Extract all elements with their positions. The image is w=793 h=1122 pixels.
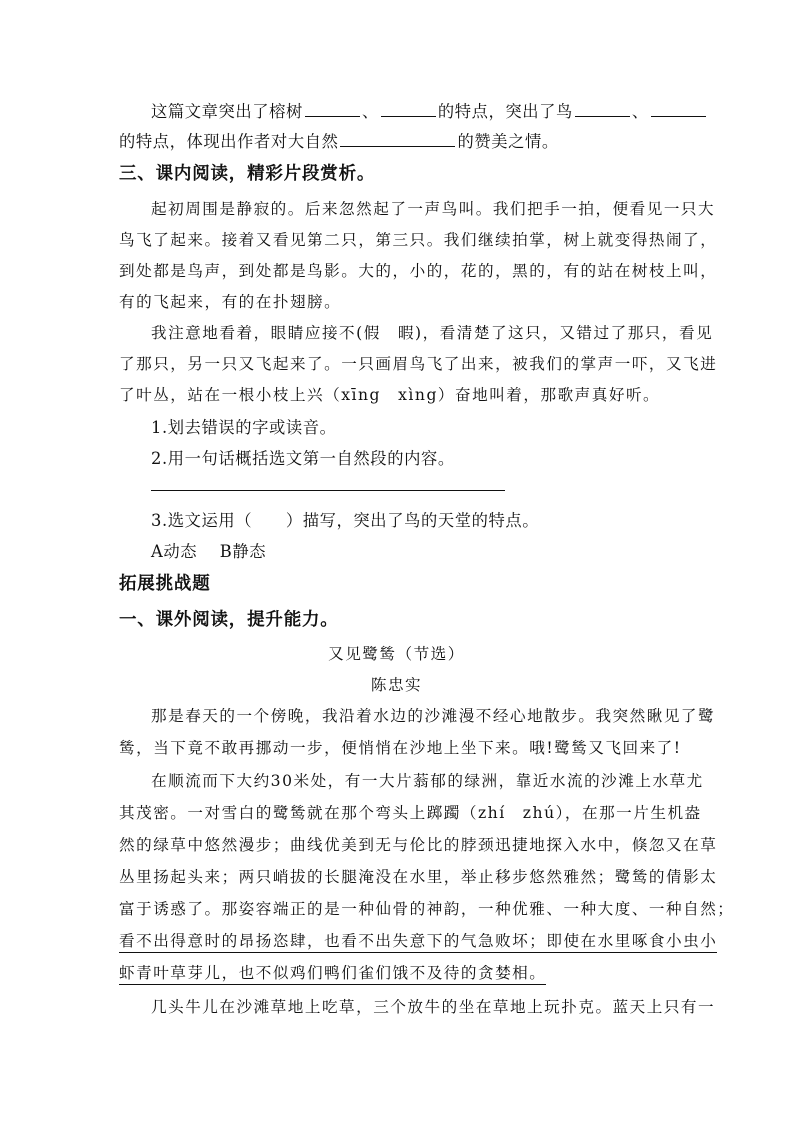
intro-line-1 [151,98,708,122]
passage-line: 有的飞起来，有的在扑翅膀。 [119,293,342,311]
question-3: 3.选文运用（ ）描写，突出了鸟的天堂的特点。 [151,511,540,530]
passage-line: 起初周围是静寂的。后来忽然起了一声鸟叫。我们把手一拍，便看见一只大 [151,200,716,218]
article-author: 陈忠实 [370,676,423,694]
article-line: 那是春天的一个傍晚，我沿着水边的沙滩漫不经心地散步。我突然瞅见了鹭 [151,707,716,725]
article-line: 在顺流而下大约30米处，有一大片蓊郁的绿洲，靠近水流的沙滩上水草尤 [151,772,704,790]
passage-line: 了那只，另一只又飞起来了。一只画眉鸟飞了出来，被我们的掌声一吓，又飞进 [119,355,718,373]
answer-options: A动态 B静态 [151,542,267,561]
separator: 、 [631,102,649,121]
article-line: 然的绿草中悠然漫步；曲线优美到无与伦比的脖颈迅捷地探入水中，倏忽又在草 [119,836,718,854]
question-2: 2.用一句话概括选文第一自然段的内容。 [151,449,455,468]
intro-text: 的特点，体现出作者对大自然 [119,132,339,151]
answer-blank[interactable] [305,100,360,117]
article-line-underlined [119,929,717,951]
article-line: 几头牛儿在沙滩草地上吃草，三个放牛的坐在草地上玩扑克。蓝天上只有一 [151,998,716,1016]
underlined-text: 看不出得意时的昂扬恣肆，也看不出失意下的气急败坏；即使在水里啄食小虫小 [119,932,717,953]
section-heading: 一、课外阅读，提升能力。 [119,610,339,630]
article-line: 丛里扬起头来；两只峭拔的长腿淹没在水里，举止移步悠然雅然；鹭鸶的倩影太 [119,868,718,886]
answer-blank[interactable] [381,100,436,117]
underlined-text: 虾青叶草芽儿，也不似鸡们鸭们雀们饿不及待的贪婪相。 [119,964,546,985]
article-title: 又见鹭鸶（节选） [328,645,465,663]
answer-blank[interactable] [651,100,706,117]
intro-line-2 [119,128,559,152]
section-heading: 三、课内阅读，精彩片段赏析。 [119,164,376,184]
intro-text: 的特点，突出了鸟 [437,102,573,121]
challenge-title: 拓展挑战题 [119,574,211,594]
article-line: 其茂密。一对雪白的鹭鸶就在那个弯头上踯躅（zhí zhú），在那一片生机盎 [119,804,702,822]
passage-line: 我注意地看着，眼睛应接不(假 暇)，看清楚了这只，又错过了那只，看见 [151,324,714,342]
intro-text: 这篇文章突出了榕树 [151,102,303,121]
answer-blank[interactable] [575,100,630,117]
question-1: 1.划去错误的字或读音。 [151,418,337,437]
passage-line: 鸟飞了起来。接着又看见第二只，第三只。我们继续拍掌，树上就变得热闹了， [119,231,718,249]
separator: 、 [361,102,379,121]
article-line: 鸶，当下竟不敢再挪动一步，便悄悄在沙地上坐下来。哦!鹭鸶又飞回来了! [119,739,682,757]
intro-text: 的赞美之情。 [457,132,559,151]
answer-line[interactable] [151,490,505,491]
article-line: 富于诱惑了。那姿容端正的是一种仙骨的神韵，一种优雅、一种大度、一种自然； [119,900,735,918]
passage-line: 到处都是鸟声，到处都是鸟影。大的，小的，花的，黑的，有的站在树枝上叫， [119,262,718,280]
answer-blank[interactable] [340,130,455,147]
article-line-underlined [119,961,546,983]
passage-line: 了叶丛，站在一根小枝上兴（xīng xìng）奋地叫着，那歌声真好听。 [119,386,661,404]
